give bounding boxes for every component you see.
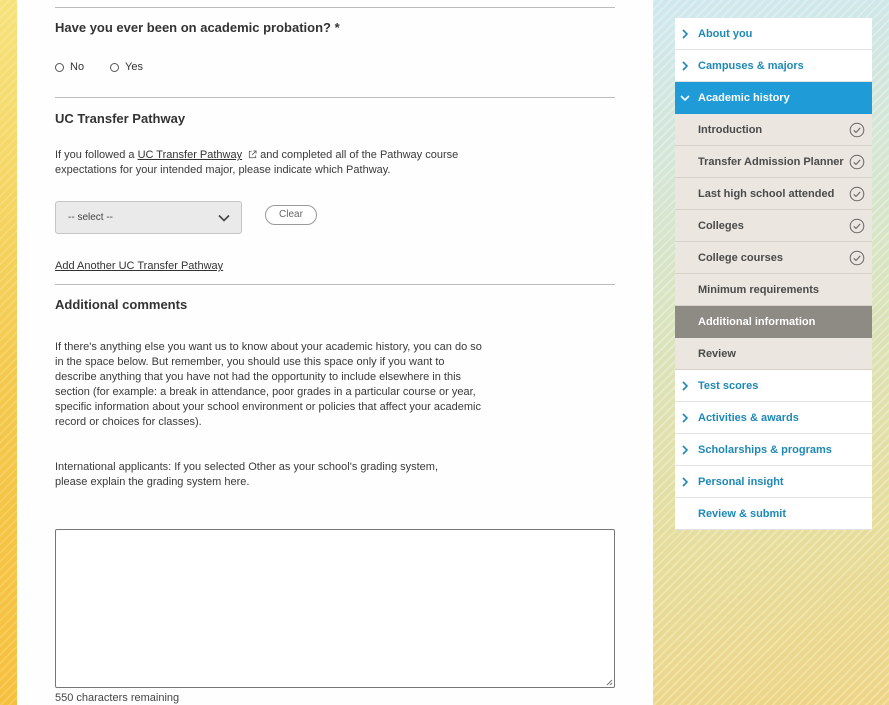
checkmark-circle-icon <box>849 122 865 138</box>
probation-radio-no[interactable] <box>55 61 84 73</box>
subnav-item-transfer-admission-planner[interactable] <box>675 146 872 178</box>
checkmark-circle-icon <box>849 218 865 234</box>
subnav-item-label: Colleges <box>698 219 744 232</box>
radio-label: Yes <box>125 61 143 73</box>
nav-item-personal-insight[interactable] <box>675 466 872 498</box>
comments-heading: Additional comments <box>55 297 188 312</box>
nav-item-campuses-majors[interactable] <box>675 50 872 82</box>
chevron-right-icon <box>681 381 689 391</box>
subnav-item-colleges[interactable] <box>675 210 872 242</box>
pathway-intro-suffix: and completed all of the Pathway course expectations for your intended major, please indicate which Pathway. <box>55 149 459 176</box>
chevron-right-icon <box>681 477 689 487</box>
pathway-heading: UC Transfer Pathway <box>55 111 186 126</box>
section-divider <box>55 97 615 98</box>
chevron-right-icon <box>681 445 689 455</box>
application-sidebar-nav <box>675 18 872 530</box>
chevron-right-icon <box>681 413 689 423</box>
radio-circle[interactable] <box>110 63 119 72</box>
nav-item-test-scores[interactable] <box>675 370 872 402</box>
subnav-item-label: Additional information <box>698 315 816 328</box>
uc-transfer-pathway-link[interactable]: UC Transfer Pathway <box>137 149 243 161</box>
nav-item-label: About you <box>698 27 753 40</box>
nav-item-label: Test scores <box>698 379 759 392</box>
probation-question: Have you ever been on academic probation? * <box>55 20 340 35</box>
checkmark-circle-icon <box>849 154 865 170</box>
pathway-intro <box>55 148 495 178</box>
nav-item-label: Campuses & majors <box>698 59 804 72</box>
comments-textarea[interactable] <box>55 529 615 688</box>
chevron-down-icon <box>680 94 690 102</box>
nav-item-about-you[interactable] <box>675 18 872 50</box>
subnav-item-label: Last high school attended <box>698 187 835 200</box>
pathway-select[interactable] <box>55 201 242 234</box>
add-another-pathway-link[interactable]: Add Another UC Transfer Pathway <box>55 260 224 272</box>
nav-item-label: Academic history <box>698 91 790 104</box>
nav-item-review-submit[interactable] <box>675 498 872 530</box>
radio-circle[interactable] <box>55 63 64 72</box>
pathway-intro-prefix: If you followed a <box>55 149 138 161</box>
checkmark-circle-icon <box>849 250 865 266</box>
subnav-item-label: College courses <box>698 251 783 264</box>
section-divider <box>55 7 615 8</box>
subnav-item-label: Review <box>698 347 736 360</box>
chevron-right-icon <box>681 29 689 39</box>
characters-remaining: 550 characters remaining <box>55 692 180 704</box>
section-divider <box>55 284 615 285</box>
nav-item-label: Personal insight <box>698 475 784 488</box>
subnav-item-label: Minimum requirements <box>698 283 820 296</box>
comments-paragraph: If there's anything else you want us to know about your academic history, you can do so in the space below. But remember, you should use this space only if you want to describe anything that you have not had the opportunity to include elsewhere in this section (for example: a break in attendance, poor grades in a particular course or year, specific information about your school environment or policies that affect your academic record or choices for classes). <box>55 341 482 428</box>
chevron-right-icon <box>681 61 689 71</box>
nav-item-label: Activities & awards <box>698 411 799 424</box>
clear-button[interactable]: Clear <box>265 205 317 225</box>
nav-item-activities-awards[interactable] <box>675 402 872 434</box>
nav-item-label: Review & submit <box>698 507 787 520</box>
subnav-item-review[interactable] <box>675 338 872 370</box>
radio-label: No <box>70 61 85 73</box>
international-paragraph: International applicants: If you selected Other as your school's grading system, please explain the grading system here. <box>55 461 439 488</box>
external-link-icon[interactable] <box>248 150 257 159</box>
subnav-item-label: Introduction <box>698 123 763 136</box>
pathway-select-value: -- select -- <box>68 212 113 223</box>
chevron-down-icon <box>218 214 230 222</box>
nav-item-scholarships-programs[interactable] <box>675 434 872 466</box>
probation-radio-yes[interactable] <box>110 61 143 73</box>
subnav-item-introduction[interactable] <box>675 114 872 146</box>
checkmark-circle-icon <box>849 186 865 202</box>
subnav-item-additional-information[interactable] <box>675 306 872 338</box>
resize-grip-icon[interactable] <box>605 678 613 686</box>
subnav-item-college-courses[interactable] <box>675 242 872 274</box>
nav-item-academic-history[interactable] <box>675 82 872 114</box>
nav-item-label: Scholarships & programs <box>698 443 832 456</box>
subnav-item-minimum-requirements[interactable] <box>675 274 872 306</box>
main-form-panel <box>17 0 653 705</box>
subnav-item-label: Transfer Admission Planner <box>698 155 844 168</box>
subnav-item-last-high-school[interactable] <box>675 178 872 210</box>
